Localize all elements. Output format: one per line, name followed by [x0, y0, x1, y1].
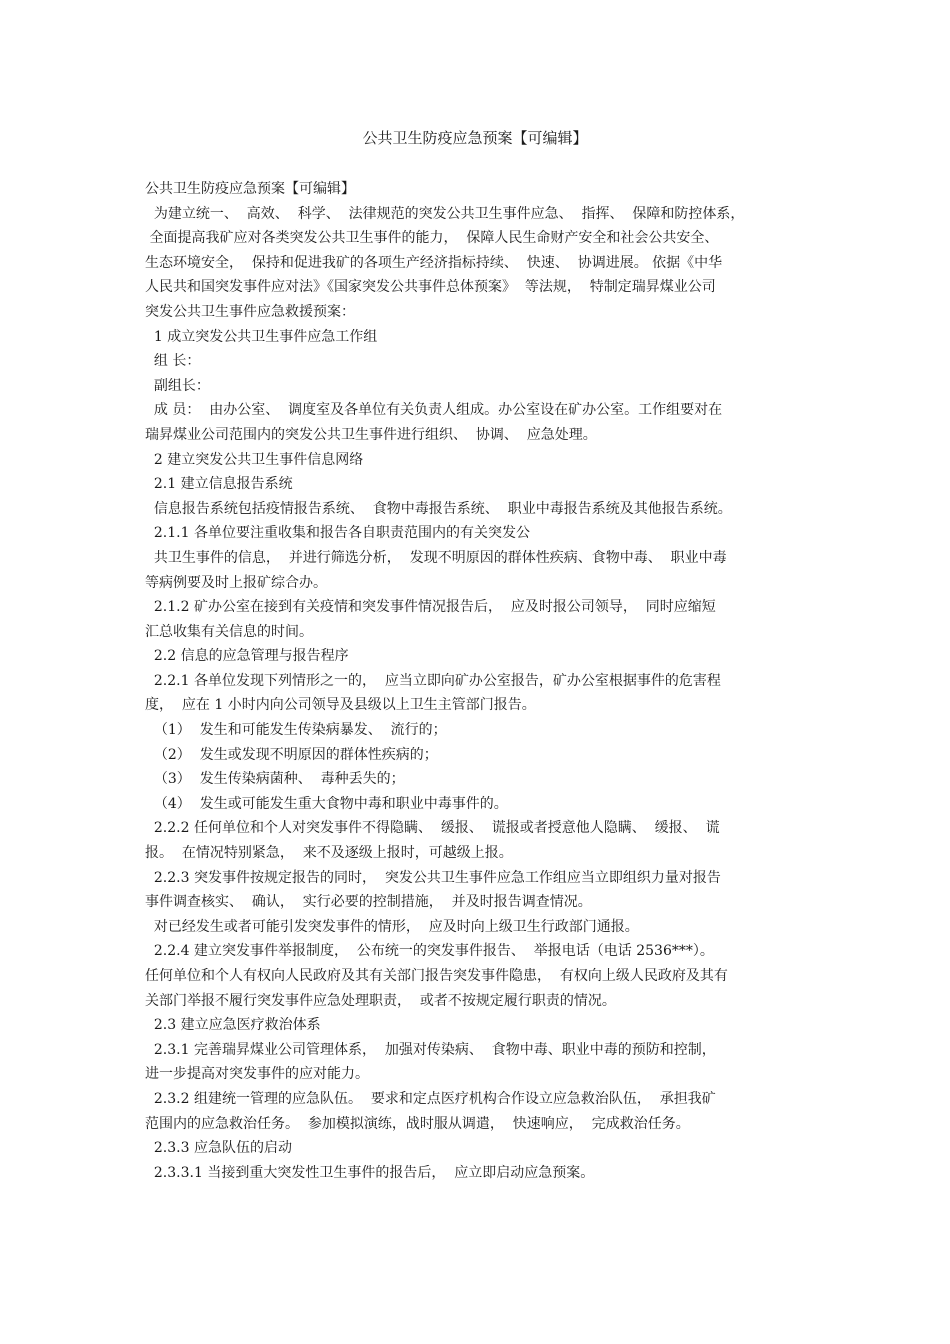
text-line: 2.1 建立信息报告系统	[145, 476, 293, 493]
text-line: （1） 发生和可能发生传染病暴发、 流行的；	[145, 722, 447, 739]
text-line: 关部门举报不履行突发事件应急处理职责， 或者不按规定履行职责的情况。	[145, 992, 616, 1009]
text-line: 全面提高我矿应对各类突发公共卫生事件的能力， 保障人民生命财产安全和社会公共安全、	[145, 230, 719, 247]
text-line: 范围内的应急救治任务。 参加模拟演练，战时服从调遣， 快速响应， 完成救治任务。	[145, 1115, 690, 1132]
text-line: 为建立统一、 高效、 科学、 法律规范的突发公共卫生事件应急、 指挥、 保障和防控体系，	[145, 205, 745, 222]
text-line: 2.1.2 矿办公室在接到有关疫情和突发事件情况报告后， 应及时报公司领导， 同时应缩短	[145, 599, 716, 616]
text-line: （2） 发生或发现不明原因的群体性疾病的；	[145, 746, 438, 763]
text-line: 人民共和国突发事件应对法》《国家突发公共事件总体预案》 等法规， 特制定瑞昇煤业公司	[145, 279, 716, 296]
text-line: 瑞昇煤业公司范围内的突发公共卫生事件进行组织、 协调、 应急处理。	[145, 426, 597, 443]
text-line: 2.2.4 建立突发事件举报制度， 公布统一的突发事件报告、 举报电话（电话 2536***）。	[145, 943, 714, 960]
text-line: 事件调查核实、 确认， 实行必要的控制措施， 并及时报告调查情况。	[145, 894, 592, 911]
text-line: （3） 发生传染病菌种、 毒种丢失的；	[145, 771, 405, 788]
text-line: 对已经发生或者可能引发突发事件的情形， 应及时向上级卫生行政部门通报。	[145, 918, 639, 935]
text-line: 2.2.3 突发事件按规定报告的同时， 突发公共卫生事件应急工作组应当立即组织力量对报告	[145, 869, 721, 886]
text-line: 度， 应在 1 小时内向公司领导及县级以上卫生主管部门报告。	[145, 697, 536, 714]
text-line: 2 建立突发公共卫生事件信息网络	[145, 451, 364, 468]
text-line: 突发公共卫生事件应急救援预案：	[145, 303, 355, 320]
text-line: 2.2.2 任何单位和个人对突发事件不得隐瞒、 缓报、 谎报或者授意他人隐瞒、 缓报、 谎	[145, 820, 720, 837]
text-line: 2.2.1 各单位发现下列情形之一的， 应当立即向矿办公室报告，矿办公室根据事件的危害程	[145, 672, 721, 689]
document-title: 公共卫生防疫应急预案【可编辑】	[362, 129, 588, 147]
text-line: 等病例要及时上报矿综合办。	[145, 574, 327, 591]
text-line: 副组长：	[145, 377, 210, 394]
text-line: 2.3.3.1 当接到重大突发性卫生事件的报告后， 应立即启动应急预案。	[145, 1164, 595, 1181]
text-line: 报。 在情况特别紧急， 来不及逐级上报时，可越级上报。	[145, 845, 513, 862]
text-line: 生态环境安全， 保持和促进我矿的各项生产经济指标持续、 快速、 协调进展。 依据《中华	[145, 254, 723, 271]
text-line: 共卫生事件的信息， 并进行筛选分析， 发现不明原因的群体性疾病、食物中毒、 职业中毒	[145, 549, 727, 566]
text-line: 汇总收集有关信息的时间。	[145, 623, 313, 640]
text-line: 组 长：	[145, 353, 201, 370]
text-line: 成 员： 由办公室、 调度室及各单位有关负责人组成。办公室设在矿办公室。工作组要对在	[145, 402, 723, 419]
text-line: 进一步提高对突发事件的应对能力。	[145, 1066, 369, 1083]
text-line: 信息报告系统包括疫情报告系统、 食物中毒报告系统、 职业中毒报告系统及其他报告系统。	[145, 500, 732, 517]
text-line: 2.3.3 应急队伍的启动	[145, 1140, 292, 1157]
text-line: （4） 发生或可能发生重大食物中毒和职业中毒事件的。	[145, 795, 508, 812]
text-line: 2.3.1 完善瑞昇煤业公司管理体系， 加强对传染病、 食物中毒、职业中毒的预防和控制，	[145, 1041, 716, 1058]
text-line: 2.3 建立应急医疗救治体系	[145, 1017, 321, 1034]
text-line: 公共卫生防疫应急预案【可编辑】	[145, 181, 355, 197]
text-line: 任何单位和个人有权向人民政府及其有关部门报告突发事件隐患， 有权向上级人民政府及其有	[145, 968, 728, 984]
text-line: 2.2 信息的应急管理与报告程序	[145, 648, 349, 665]
document-body	[145, 177, 815, 1185]
text-line: 2.1.1 各单位要注重收集和报告各自职责范围内的有关突发公	[145, 525, 530, 542]
text-line: 2.3.2 组建统一管理的应急队伍。 要求和定点医疗机构合作设立应急救治队伍， 承担我矿	[145, 1090, 716, 1107]
text-line: 1 成立突发公共卫生事件应急工作组	[145, 328, 378, 345]
